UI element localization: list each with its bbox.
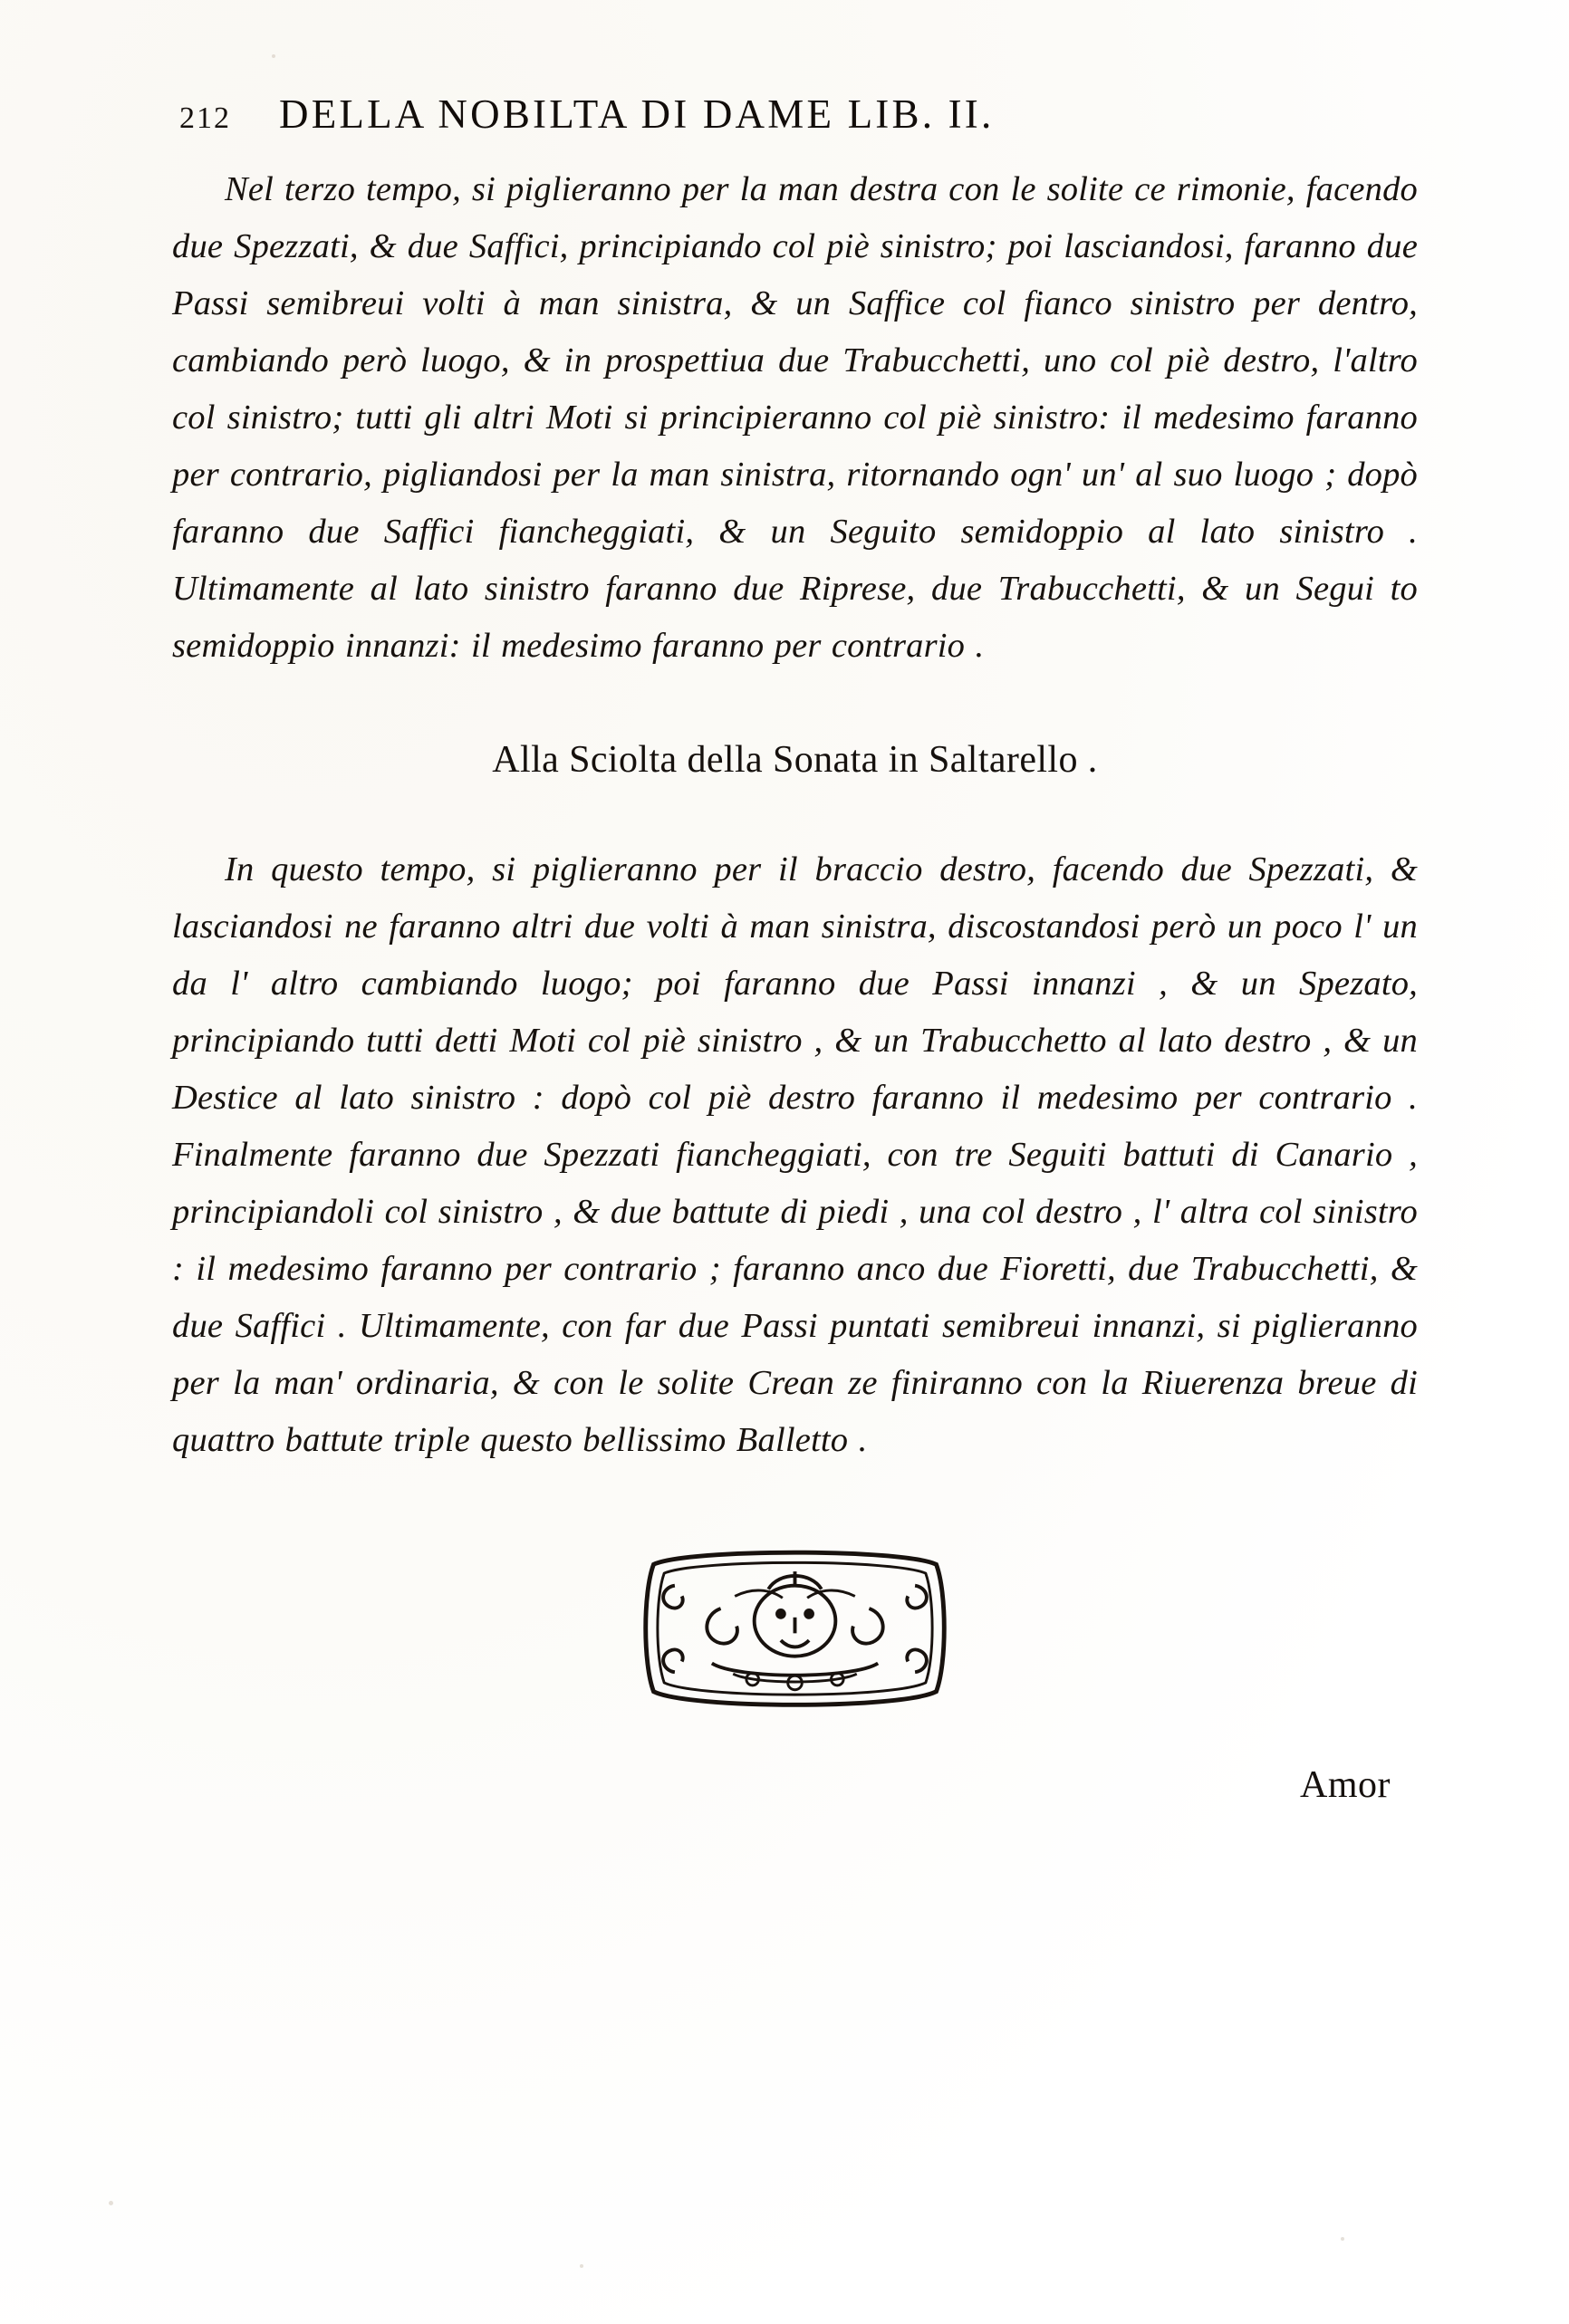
running-head <box>179 91 1418 138</box>
paper-speck <box>580 2264 583 2268</box>
folio-number: 212 <box>179 101 231 135</box>
section-heading: Alla Sciolta della Sonata in Saltarello . <box>492 739 1098 781</box>
body-paragraph-1: Nel terzo tempo, si piglieranno per la man destra con le solite ce rimonie, facendo due Spezzati, & due Saffici, principiando col piè sinistro; poi lasciandosi, faranno due Passi semibreui volti à man sinistra, & un Saffice col fianco sinistro per dentro, cambiando però luogo, & in prospettiua due Trabucchetti, uno col piè destro, l'altro col sinistro; tutti gli altri Moti si principieranno col piè sinistro: il medesimo faranno per contrario, pigliandosi per la man sinistra, ritornando ogn' un' al suo luogo ; dopò faranno due Saffici fiancheggiati, & un Seguito semidoppio al lato sinistro . Ultimamente al lato sinistro faranno due Riprese, due Trabucchetti, & un Segui to semidoppio innanzi: il medesimo faranno per contrario . <box>172 170 1418 665</box>
body-paragraph-2: In questo tempo, si piglieranno per il braccio destro, facendo due Spezzati, & lasciandosi ne faranno altri due volti à man sinistra, discostandosi però un poco l' un da l' altro cambiando luogo; poi faranno due Passi innanzi , & un Spezato, principiando tutti detti Moti col piè sinistro , & un Trabucchetto al lato destro , & un Destice al lato sinistro : dopò col piè destro faranno il medesimo per contrario . Finalmente faranno due Spezzati fiancheggiati, con tre Seguiti battuti di Canario , principiandoli col sinistro , & due battute di piedi , una col destro , l' altra col sinistro : il medesimo faranno per contrario ; faranno anco due Fioretti, due Trabucchetti, & due Saffici . Ultimamente, con far due Passi puntati semibreui innanzi, si piglieranno per la man' ordinaria, & con le solite Crean ze finiranno con la Riuerenza breue di quattro battute triple questo bellissimo Balletto . <box>172 850 1418 1459</box>
ornament-container <box>172 1540 1418 1716</box>
printers-ornament-icon <box>634 1540 956 1716</box>
paper-speck <box>1341 2237 1344 2241</box>
catchword: Amor <box>1300 1764 1391 1806</box>
page-content <box>172 91 1418 1807</box>
paper-speck <box>109 2201 113 2205</box>
running-title: DELLA NOBILTA DI DAME LIB. II. <box>279 91 995 137</box>
paper-speck <box>272 54 275 58</box>
